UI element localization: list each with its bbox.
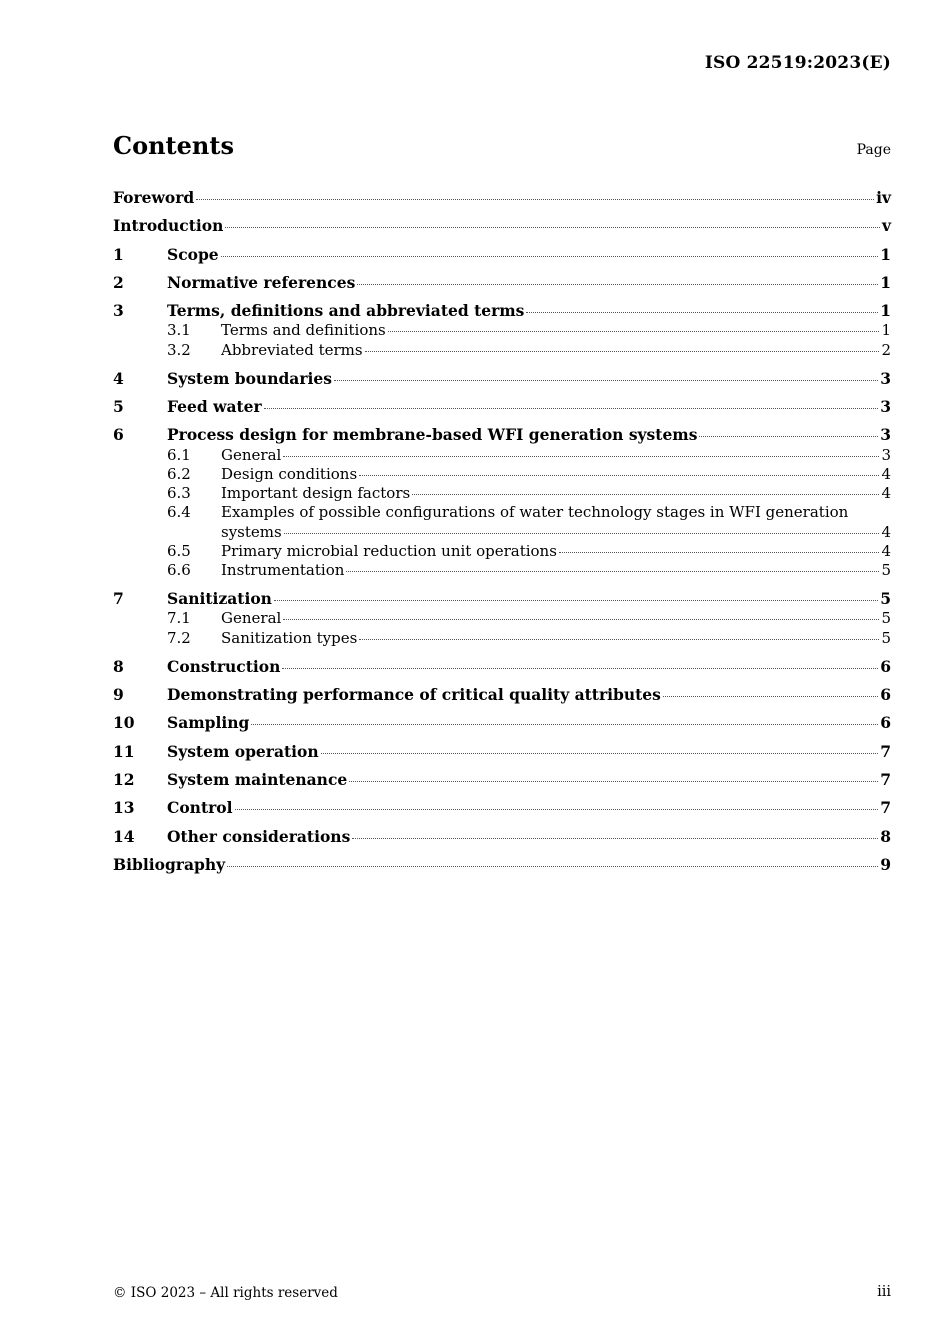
toc-entry-subclause-6-5[interactable]: 6.5 Primary microbial reduction unit operations 4 (167, 541, 891, 560)
toc-entry-subclause-6-4[interactable]: 6.4 Examples of possible configurations of water technology stages in WFI generation (167, 503, 849, 522)
leader-dots (221, 256, 879, 257)
page-title: Contents (113, 131, 234, 160)
toc-entry-introduction[interactable]: Introduction v (113, 216, 891, 236)
leader-dots (357, 284, 878, 285)
leader-dots (274, 600, 878, 601)
leader-dots (359, 639, 879, 640)
leader-dots (227, 866, 878, 867)
toc-entry-clause-14[interactable]: 14 Other considerations 8 (113, 826, 891, 846)
toc-entry-subclause-6-3[interactable]: 6.3 Important design factors 4 (167, 484, 891, 503)
toc-entry-clause-2[interactable]: 2 Normative references 1 (113, 272, 891, 292)
leader-dots (663, 696, 878, 697)
toc-entry-subclause-7-1[interactable]: 7.1 General 5 (167, 609, 891, 628)
leader-dots (359, 475, 879, 476)
toc-entry-clause-12[interactable]: 12 System maintenance 7 (113, 769, 891, 789)
leader-dots (196, 199, 874, 200)
toc-entry-clause-7[interactable]: 7 Sanitization 5 (113, 589, 891, 609)
toc-entry-subclause-6-2[interactable]: 6.2 Design conditions 4 (167, 464, 891, 483)
leader-dots (284, 533, 880, 534)
toc-entry-clause-6[interactable]: 6 Process design for membrane-based WFI generation systems 3 (113, 425, 891, 445)
toc-entry-clause-5[interactable]: 5 Feed water 3 (113, 397, 891, 417)
toc-entry-clause-1[interactable]: 1 Scope 1 (113, 244, 891, 264)
leader-dots (388, 331, 880, 332)
leader-dots (526, 312, 878, 313)
toc-entry-subclause-3-1[interactable]: 3.1 Terms and definitions 1 (167, 321, 891, 340)
leader-dots (251, 724, 878, 725)
toc-entry-clause-3[interactable]: 3 Terms, definitions and abbreviated terms 1 (113, 301, 891, 321)
leader-dots (321, 753, 879, 754)
toc-entry-subclause-6-4-continued[interactable]: systems 4 (221, 522, 891, 541)
toc-entry-subclause-6-6[interactable]: 6.6 Instrumentation 5 (167, 560, 891, 579)
leader-dots (264, 408, 879, 409)
leader-dots (559, 552, 880, 553)
document-id: ISO 22519:2023(E) (704, 53, 891, 73)
leader-dots (334, 380, 878, 381)
leader-dots (412, 494, 879, 495)
toc-entry-clause-8[interactable]: 8 Construction 6 (113, 656, 891, 676)
page-column-label: Page (856, 142, 891, 158)
toc-entry-foreword[interactable]: Foreword iv (113, 188, 891, 207)
leader-dots (349, 781, 878, 782)
toc-entry-clause-9[interactable]: 9 Demonstrating performance of critical quality attributes 6 (113, 685, 891, 705)
leader-dots (283, 619, 879, 620)
leader-dots (365, 351, 880, 352)
leader-dots (346, 571, 879, 572)
copyright-notice: © ISO 2023 – All rights reserved (113, 1285, 338, 1301)
toc-entry-subclause-6-1[interactable]: 6.1 General 3 (167, 445, 891, 464)
toc-entry-clause-10[interactable]: 10 Sampling 6 (113, 713, 891, 733)
leader-dots (352, 838, 878, 839)
leader-dots (235, 809, 879, 810)
toc-entry-subclause-7-2[interactable]: 7.2 Sanitization types 5 (167, 628, 891, 647)
table-of-contents (113, 184, 891, 879)
toc-entry-clause-13[interactable]: 13 Control 7 (113, 798, 891, 818)
leader-dots (699, 436, 878, 437)
leader-dots (283, 456, 879, 457)
page-number: iii (877, 1284, 891, 1300)
leader-dots (282, 668, 878, 669)
leader-dots (225, 227, 880, 228)
toc-entry-bibliography[interactable]: Bibliography 9 (113, 854, 891, 874)
toc-entry-clause-4[interactable]: 4 System boundaries 3 (113, 368, 891, 388)
toc-entry-subclause-3-2[interactable]: 3.2 Abbreviated terms 2 (167, 340, 891, 359)
toc-entry-clause-11[interactable]: 11 System operation 7 (113, 741, 891, 761)
